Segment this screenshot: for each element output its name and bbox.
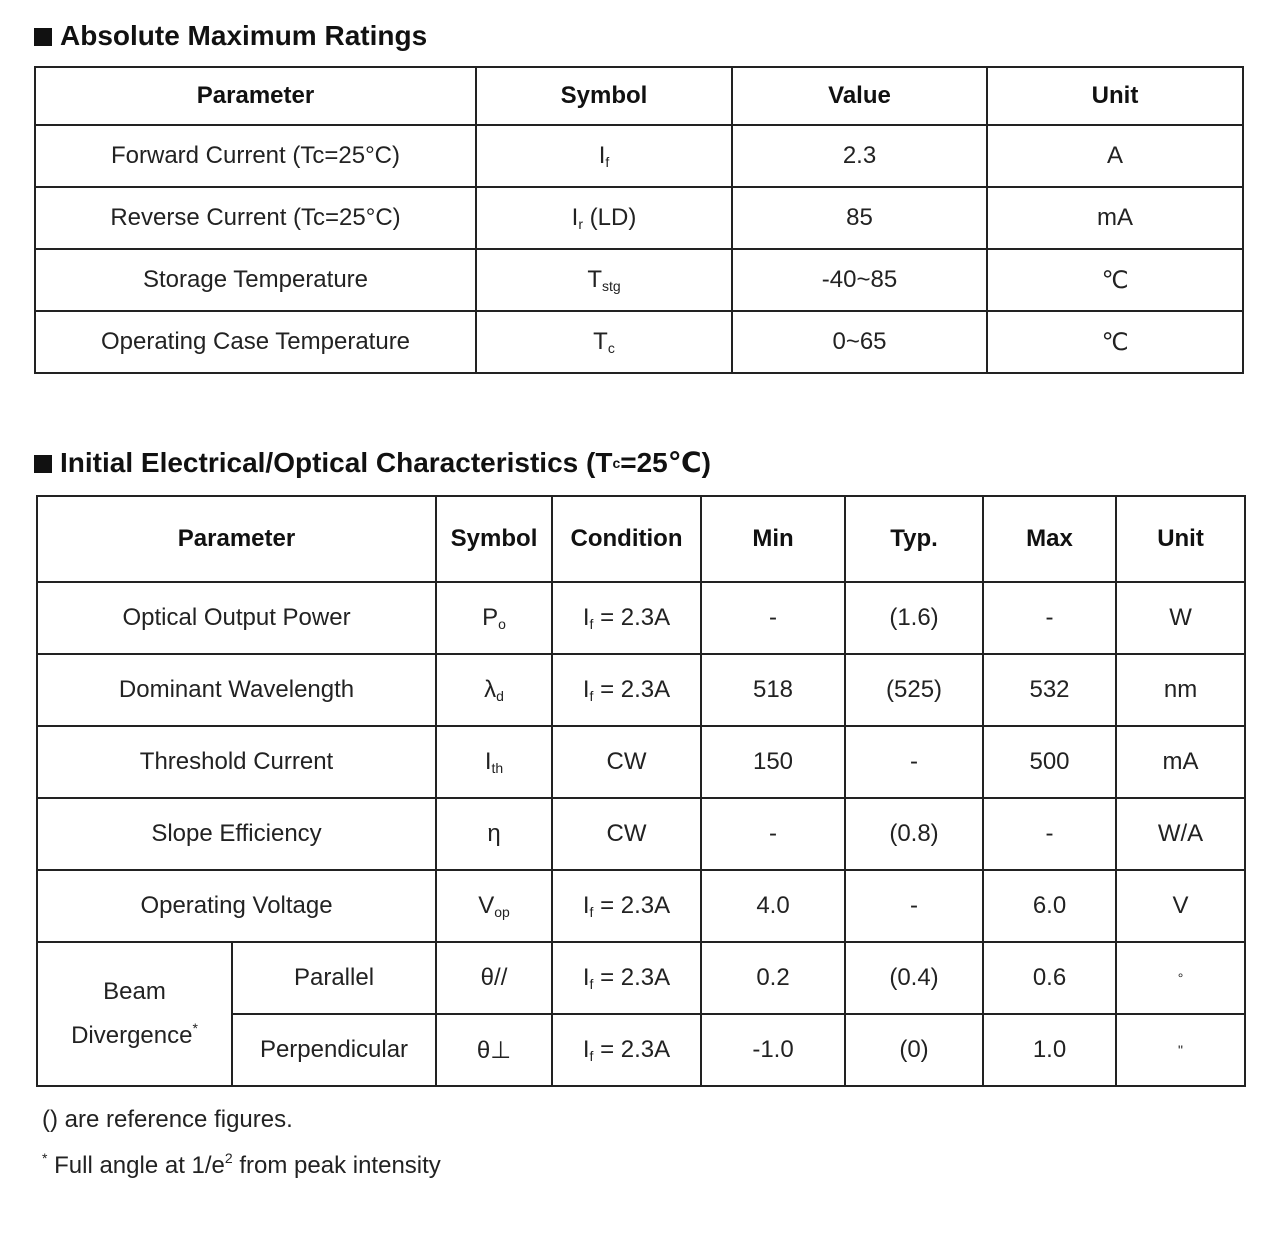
unit-cell: "	[1116, 1014, 1245, 1086]
table-row	[37, 798, 1245, 870]
symbol-cell: $T_{stg}$	[476, 249, 732, 311]
min-cell: 4.0	[701, 870, 845, 942]
electrical-title-suffix: =25℃)	[620, 447, 711, 478]
min-cell: 518	[701, 654, 845, 726]
typ-cell: (0.4)	[845, 942, 983, 1014]
min-cell: -1.0	[701, 1014, 845, 1086]
electrical-characteristics-heading	[34, 446, 711, 479]
max-cell: -	[983, 582, 1116, 654]
absolute-ratings-heading	[34, 20, 427, 52]
symbol-cell: $I_{th}$	[436, 726, 552, 798]
beam-label-line2: Divergence	[71, 1022, 193, 1049]
unit-cell: A	[987, 125, 1243, 187]
beam-divergence-group-cell	[37, 942, 232, 1086]
max-cell: 532	[983, 654, 1116, 726]
table-row	[37, 726, 1245, 798]
min-cell: 0.2	[701, 942, 845, 1014]
unit-cell: W	[1116, 582, 1245, 654]
footnote	[42, 1150, 441, 1180]
unit-cell: mA	[987, 187, 1243, 249]
typ-cell: (525)	[845, 654, 983, 726]
sub-parameter-cell: Perpendicular	[232, 1014, 436, 1086]
condition-cell: $I_f = 2.3A$	[552, 654, 701, 726]
parameter-cell: Threshold Current	[37, 726, 436, 798]
header-symbol: Symbol	[476, 67, 732, 125]
symbol-cell: θ//	[436, 942, 552, 1014]
typ-cell: -	[845, 726, 983, 798]
table-header-row	[35, 67, 1243, 125]
condition-cell: CW	[552, 726, 701, 798]
table-row	[35, 249, 1243, 311]
condition-cell: $I_f = 2.3A$	[552, 870, 701, 942]
typ-cell: (1.6)	[845, 582, 983, 654]
table-row	[37, 942, 1245, 1014]
electrical-title-subscript: c	[612, 454, 621, 471]
footnote-mark: *	[42, 1150, 48, 1166]
parameter-cell: Reverse Current (Tc=25°C)	[35, 187, 476, 249]
sub-parameter-cell: Parallel	[232, 942, 436, 1014]
table-row	[35, 125, 1243, 187]
value-cell: -40~85	[732, 249, 987, 311]
header-min: Min	[701, 496, 845, 582]
unit-cell: mA	[1116, 726, 1245, 798]
typ-cell: (0)	[845, 1014, 983, 1086]
electrical-title-prefix: Initial Electrical/Optical Characteristics (T	[60, 446, 613, 478]
max-cell: -	[983, 798, 1116, 870]
symbol-cell: $\lambda_d$	[436, 654, 552, 726]
parameter-cell: Operating Voltage	[37, 870, 436, 942]
header-max: Max	[983, 496, 1116, 582]
table-row	[37, 654, 1245, 726]
min-cell: 150	[701, 726, 845, 798]
max-cell: 0.6	[983, 942, 1116, 1014]
header-typ: Typ.	[845, 496, 983, 582]
symbol-cell: $I_r$ (LD)	[476, 187, 732, 249]
symbol-cell: $P_o$	[436, 582, 552, 654]
table-row	[37, 582, 1245, 654]
square-bullet-icon	[34, 455, 52, 473]
header-condition: Condition	[552, 496, 701, 582]
max-cell: 1.0	[983, 1014, 1116, 1086]
parameter-cell: Slope Efficiency	[37, 798, 436, 870]
unit-cell: °	[1116, 942, 1245, 1014]
beam-label-line1: Beam	[103, 978, 166, 1005]
header-symbol: Symbol	[436, 496, 552, 582]
symbol-cell: η	[436, 798, 552, 870]
parameter-cell: Optical Output Power	[37, 582, 436, 654]
header-value: Value	[732, 67, 987, 125]
table-row	[35, 311, 1243, 373]
absolute-ratings-table	[34, 66, 1244, 374]
condition-cell: $I_f = 2.3A$	[552, 1014, 701, 1086]
unit-cell: W/A	[1116, 798, 1245, 870]
header-parameter: Parameter	[35, 67, 476, 125]
header-unit: Unit	[1116, 496, 1245, 582]
absolute-ratings-title: Absolute Maximum Ratings	[60, 20, 428, 51]
typ-cell: -	[845, 870, 983, 942]
symbol-cell: θ⊥	[436, 1014, 552, 1086]
symbol-cell: $I_f$	[476, 125, 732, 187]
unit-cell: ℃	[987, 249, 1243, 311]
condition-cell: CW	[552, 798, 701, 870]
electrical-characteristics-table	[36, 495, 1246, 1087]
reference-note: () are reference figures.	[42, 1106, 293, 1133]
condition-cell: $I_f = 2.3A$	[552, 942, 701, 1014]
footnote-superscript: 2	[224, 1150, 233, 1166]
unit-cell: nm	[1116, 654, 1245, 726]
unit-cell: V	[1116, 870, 1245, 942]
table-row	[35, 187, 1243, 249]
parameter-cell: Forward Current (Tc=25°C)	[35, 125, 476, 187]
table-row	[37, 870, 1245, 942]
condition-cell: $I_f = 2.3A$	[552, 582, 701, 654]
square-bullet-icon	[34, 28, 52, 46]
symbol-cell: $T_c$	[476, 311, 732, 373]
parameter-cell: Operating Case Temperature	[35, 311, 476, 373]
parameter-cell: Storage Temperature	[35, 249, 476, 311]
parameter-cell: Dominant Wavelength	[37, 654, 436, 726]
min-cell: -	[701, 582, 845, 654]
symbol-cell: $V_{op}$	[436, 870, 552, 942]
table-header-row	[37, 496, 1245, 582]
header-parameter: Parameter	[37, 496, 436, 582]
min-cell: -	[701, 798, 845, 870]
footnote-mark: *	[192, 1020, 198, 1036]
value-cell: 2.3	[732, 125, 987, 187]
footnote-tail: from peak intensity	[232, 1152, 441, 1179]
value-cell: 0~65	[732, 311, 987, 373]
max-cell: 6.0	[983, 870, 1116, 942]
unit-cell: ℃	[987, 311, 1243, 373]
header-unit: Unit	[987, 67, 1243, 125]
value-cell: 85	[732, 187, 987, 249]
footnote-text: Full angle at 1/e	[47, 1152, 225, 1179]
max-cell: 500	[983, 726, 1116, 798]
typ-cell: (0.8)	[845, 798, 983, 870]
